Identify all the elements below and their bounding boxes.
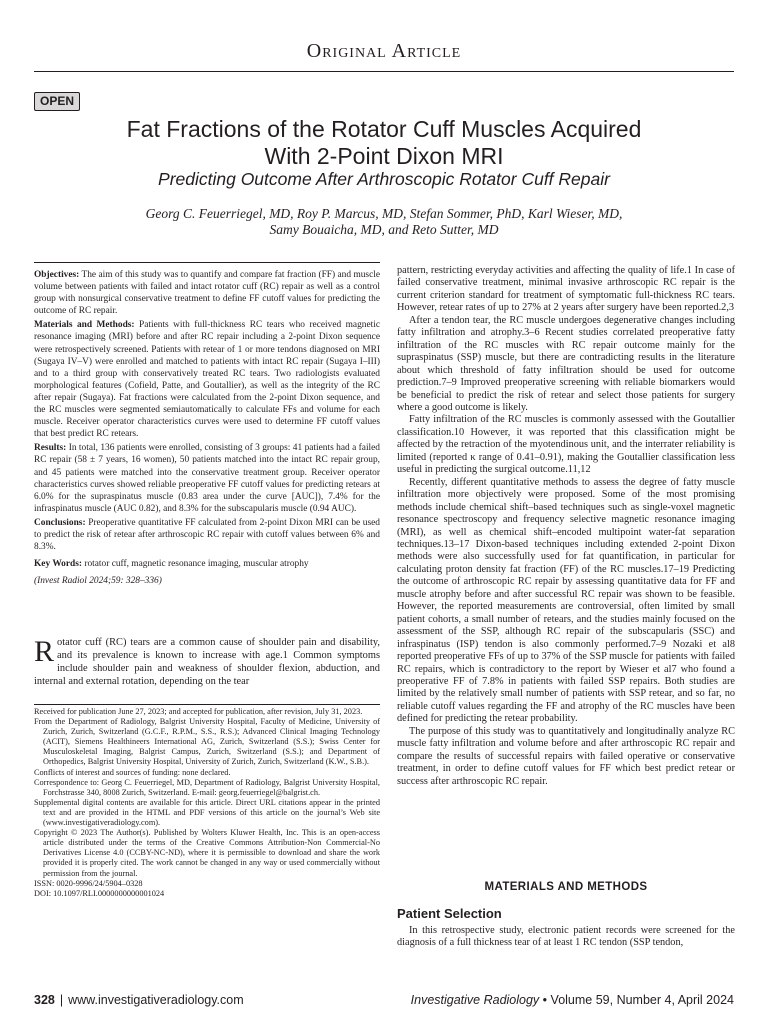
body-paragraph-3: Fatty infiltration of the RC muscles is commonly assessed with the Goutallier classification.10 However, it was reported that this classification might be affected by the retraction of the myotendinous unit, and the interrater reliability is limited (reported κ range of 0.41–0.91), making the Goutallier classification less useful in predicting the surgical outcome.11,12: [397, 414, 735, 476]
journal-volume: Volume 59, Number 4, April 2024: [550, 993, 734, 1007]
abstract-conclusions: [34, 517, 380, 553]
title-line-2: With 2-Point Dixon MRI: [264, 143, 504, 169]
body-paragraph-1: pattern, restricting everyday activities and affecting the quality of life.1 In case of failed conservative treatment, minimal invasive arthroscopic RC repair is the current criterion standard for treatment of symptomatic full-thickness RC tears. However, retear rates of up to 27% at 2 years after surgery have been reported.2,3: [397, 265, 735, 314]
keywords: [34, 558, 380, 570]
header-rule: [34, 71, 734, 72]
keywords-text: rotator cuff, magnetic resonance imaging, muscular atrophy: [82, 559, 309, 570]
footnote-doi: DOI: 10.1097/RLI.0000000000001024: [34, 888, 165, 898]
abstract-objectives: [34, 269, 380, 317]
body-paragraph-6: In this retrospective study, electronic patient records were screened for the diagnosis of a full thickness tear of at least 1 RC tendon (SSP tendon,: [397, 925, 735, 949]
footer-bullet: •: [542, 993, 548, 1007]
article-title: [60, 116, 708, 170]
intro-text: otator cuff (RC) tears are a common cause of shoulder pain and disability, and its prevalence is known to increase with age.1 Common symptoms include shoulder pain and weakness of shoulder flexion, abduction, and internal and external rotation, depending on the tear: [34, 637, 380, 687]
journal-name: Investigative Radiology: [410, 993, 540, 1007]
footer-right: [411, 993, 734, 1007]
section-label: Original Article: [306, 40, 462, 62]
footnote-correspondence: Correspondence to: Georg C. Feuerriegel, MD, Department of Radiology, Balgrist University Hospital, Forchstrasse 340, 8008 Zurich, Switzerland. E-mail: georg.feuerriegel@balgrist.ch.: [34, 777, 380, 797]
objectives-label: Objectives:: [34, 270, 80, 280]
page-number: 328: [34, 993, 55, 1007]
title-line-1: Fat Fractions of the Rotator Cuff Muscles Acquired: [126, 116, 642, 142]
intro-paragraph: [34, 637, 380, 689]
conclusions-text: Preoperative quantitative FF calculated from 2-point Dixon MRI can be used to predict the risk of retear after arthroscopic RC repair with cutoff values between 6% and 8.3%.: [34, 517, 380, 553]
body-paragraph-4: Recently, different quantitative methods to assess the degree of fatty muscle infiltration more objectively were proposed. Some of the most promising methods include chemical shift–based techniques such as single-voxel magnetic resonance spectroscopy and frequency selective magnetic resonance imaging (MRI), as well as chemical shift–encoded multipoint water-fat separation techniques.13–17 Dixon-based techniques including extended 2-point Dixon methods were also successfully used for fat quantification, in particular for calculating proton density fat fraction (FF) of the RC muscles.17–19 Predicting the outcome of arthroscopic RC repair by assessing quantitative data for FF and muscle atrophy before and after successful RC repair was shown to be feasible. However, the reported measurements are controversial, often limited by small patient cohorts, a small number of retears, and the studies mainly focused on the assessment of the SSP, although RC repair of the subscapularis (SSC) and infraspinatus (ISP) tendon is also commonly performed.7–9 Nozaki et al8 reported preoperative FFs of up to 37% of the SSP muscle for patients with failed RC repairs, which is contradictory to the report by Wieser et al7 who found a preoperative FF of 7.8% in patients with failed SSP repairs. Both studies are limited by the relatively small number of patients with SSP retear, and so far, no reliable cutoff values regarding the FF and atrophy of the RC muscles have been defined for predicting the retear probability.: [397, 476, 735, 725]
abstract-methods: [34, 319, 380, 440]
abstract-rule: [34, 262, 380, 263]
right-column: [397, 265, 735, 788]
authors-line-1: Georg C. Feuerriegel, MD, Roy P. Marcus, MD, Stefan Sommer, PhD, Karl Wieser, MD,: [145, 206, 623, 221]
page-footer: [34, 991, 734, 1011]
results-label: Results:: [34, 443, 67, 454]
footnote-copyright: Copyright © 2023 The Author(s). Published by Wolters Kluwer Health, Inc. This is an open-access article distributed under the terms of the Creative Commons Attribution-Non Commercial-No Derivatives License 4.0 (CCBY-NC-ND), where it is permissible to download and share the work provided it is properly cited. The work cannot be changed in any way or used commercially without permission from the journal.: [34, 828, 380, 878]
conclusions-label: Conclusions:: [34, 517, 86, 528]
body-paragraph-5: The purpose of this study was to quantitatively and longitudinally analyze RC muscle fatty infiltration and volume before and after arthroscopic RC repair and compare the results of successful repairs with failed operative or conservative treatment, in order to define cutoff values for FF which best predict retear or success after arthroscopic RC repair.: [397, 725, 735, 787]
methods-label: Materials and Methods:: [34, 320, 135, 331]
drop-cap: R: [34, 635, 55, 668]
author-list: [70, 206, 698, 238]
footnote-rule: [34, 704, 380, 705]
keywords-label: Key Words:: [34, 559, 83, 570]
footer-separator: |: [59, 993, 64, 1007]
methods-body: [397, 925, 735, 950]
footnote-received: Received for publication June 27, 2023; and accepted for publication, after revision, July 31, 2023.: [34, 707, 363, 716]
footnote-supplemental: Supplemental digital contents are available for this article. Direct URL citations appear in the printed text and are provided in the HTML and PDF versions of this article on the journal’s Web site (www.investigativeradiology.com).: [34, 797, 380, 828]
methods-text: Patients with full-thickness RC tears who received magnetic resonance imaging (MRI) before and after RC repair including a 2-point Dixon sequence were retrospectively screened. Patients with retear of 1 or more tendons diagnosed on MRI (Sugaya IV–V) were enrolled and matched to patients with intact RC repair (Sugaya I–III) and to a third group with conservatively treated RC tears. Two radiologists evaluated morphological features (Cofield, Patte, and Goutallier), as well as the integrity of the RC after repair (Sugaya). Fat fractions were calculated from the 2-point Dixon sequence, and the RC muscles were segmented semiautomatically to calculate FFs and volume for each muscle. Receiver operator characteristics curves were used to determine FF cutoff values that best predict RC retears.: [34, 320, 380, 440]
journal-website: www.investigativeradiology.com: [68, 993, 244, 1007]
journal-citation: (Invest Radiol 2024;59: 328–336): [34, 576, 162, 587]
objectives-text: The aim of this study was to quantify and compare fat fraction (FF) and muscle volume between patients with failed and intact rotator cuff (RC) repair as well as a control group with nonsurgical conservative treatment to define FF cutoff values for predicting the outcome of RC repair.: [34, 270, 380, 317]
abstract-results: [34, 442, 380, 515]
open-access-badge: OPEN: [34, 92, 80, 111]
footnote-conflicts: Conflicts of interest and sources of funding: none declared.: [34, 767, 231, 777]
abstract: [34, 269, 380, 589]
body-paragraph-2: After a tendon tear, the RC muscle undergoes degenerative changes including fatty infiltration and atrophy.3–6 Recent studies correlated preoperative fatty infiltration of the RC muscles with RC repair outcome mainly for the supraspinatus (SSP) muscle, but there are contradicting results in the literature about which threshold of fatty infiltration should be used for outcome prediction.7–9 Improved preoperative screening with reliable biomarkers would be beneficial to predict the risk of retear and select those patients for surgery where a good outcome is likely.: [397, 314, 735, 413]
footnotes: [34, 707, 380, 899]
footnote-issn: ISSN: 0020-9996/24/5904–0328: [34, 878, 143, 888]
subsection-heading: Patient Selection: [397, 906, 502, 921]
section-heading: MATERIALS AND METHODS: [484, 881, 648, 893]
footer-left: [34, 993, 244, 1007]
article-subtitle: Predicting Outcome After Arthroscopic Rotator Cuff Repair: [158, 169, 610, 189]
footnote-affiliations: From the Department of Radiology, Balgrist University Hospital, Faculty of Medicine, University of Zurich, Zurich, Switzerland (G.C.F., R.P.M., S.S., R.S.); Advanced Clinical Imaging Technology (ACIT), Siemens Healthineers International AG, Zurich, Switzerland (S.S.); Swiss Center for Musculoskeletal Imaging, Balgrist Campus, Zurich, Switzerland (S.S.); and Department of Orthopedics, Balgrist University Hospital, University of Zurich, Zurich, Switzerland (K.W., S.B.).: [34, 717, 380, 767]
authors-line-2: Samy Bouaicha, MD, and Reto Sutter, MD: [269, 222, 499, 237]
results-text: In total, 136 patients were enrolled, consisting of 3 groups: 41 patients had a failed RC repair (58 ± 7 years, 16 women), 50 patients matched into the intact RC repair group, and 45 patients were matched into the conservative treatment group. Receiver operator characteristics curves showed reliable preoperative FF cutoff values for predicting retears at 6.0% for the supraspinatus muscle (0.83 area under the curve [AUC]), 7.4% for the infraspinatus muscle (AUC 0.82), and 8.3% for the subscapularis muscle (0.94 AUC).: [34, 443, 380, 514]
